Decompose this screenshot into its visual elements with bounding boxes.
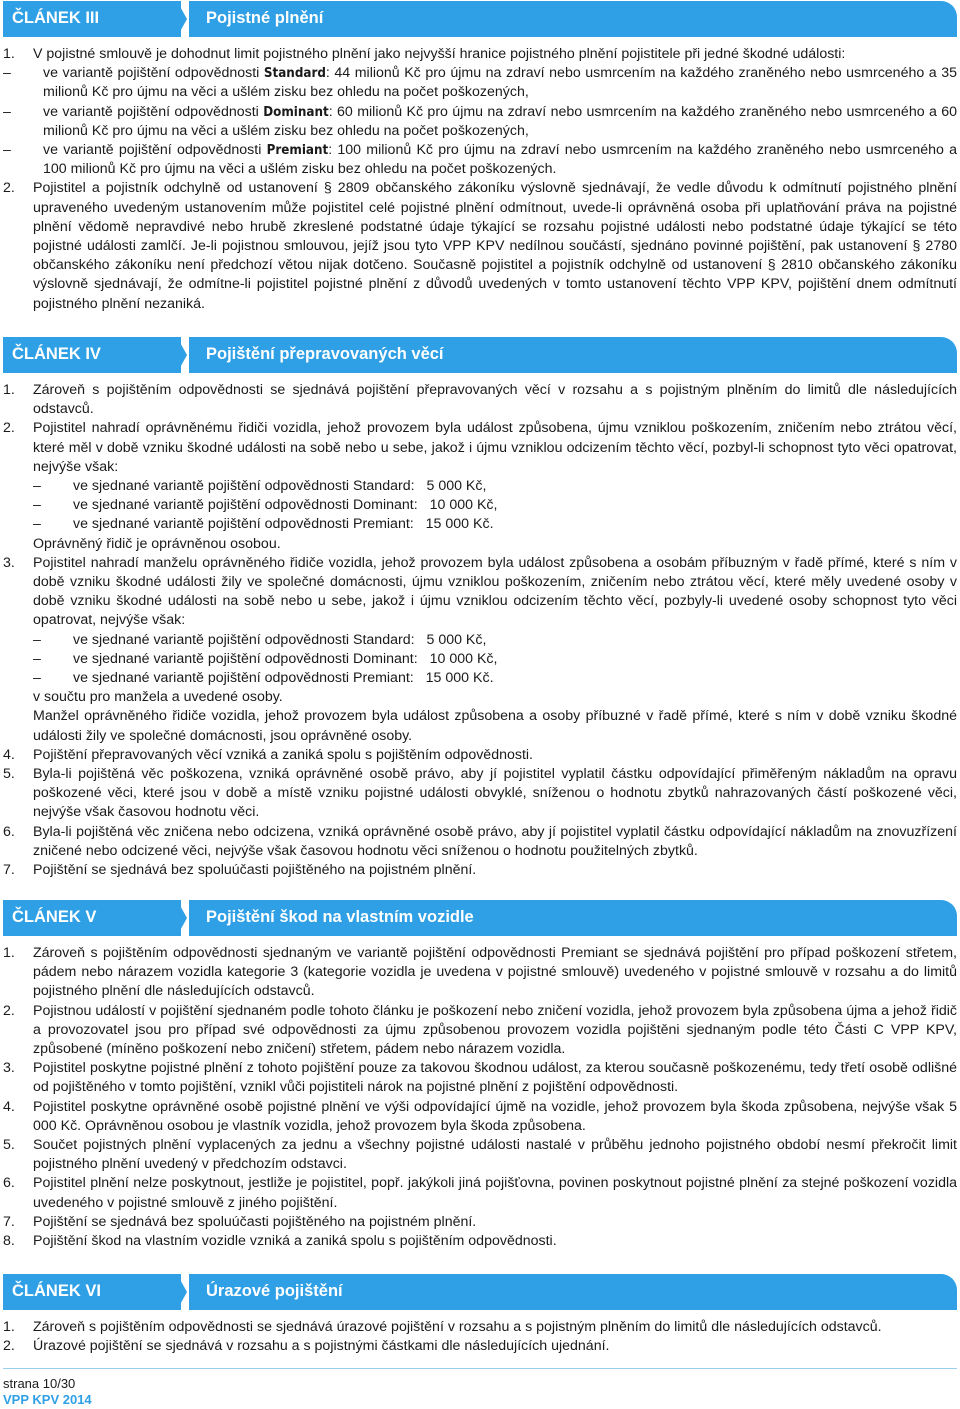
footer-divider xyxy=(3,1368,957,1369)
article-title: Úrazové pojištění xyxy=(189,1274,957,1310)
article-body xyxy=(3,45,957,314)
list-item: – ve variantě pojištění odpovědnosti Dominant: 60 milionů Kč pro újmu na zdraví nebo usmrcením na každého zraněného nebo usmrceného a 60 milionů Kč pro újmu na věci a ušlém zisku bez ohledu na počet poškozených, xyxy=(3,103,957,139)
paragraph: 7. Pojištění se sjednává bez spoluúčasti pojištěného na pojistném plnění. xyxy=(3,862,477,879)
paragraph: 3. Pojistitel nahradí manželu oprávněného řidiče vozidla, jehož provozem byla událost způsobena a osobám příbuzným v řadě přímé, které s ním v době vzniku škodné události žily ve společné domácnosti, újmu vzniklou poškozením, zničením nebo ztrátou věcí, které měly uvedené osoby v době vzniku škodné události na sobě nebo u sebe, jakož i újmu vzniklou odcizením těchto věcí, pozbyly-li uvedené osoby schopnost tyto věci opatrovat, nejvýše však: xyxy=(3,554,957,629)
document-brand: VPP KPV 2014 xyxy=(3,1392,92,1407)
article-title: Pojištění škod na vlastním vozidle xyxy=(189,900,957,936)
article-label: ČLÁNEK IV xyxy=(3,337,181,373)
article-3 xyxy=(3,1,957,314)
paragraph: 1. Zároveň s pojištěním odpovědnosti se sjednává úrazové pojištění v rozsahu a s pojistným plněním do limitů dle následujících odstavců. xyxy=(3,1319,882,1335)
article-label: ČLÁNEK V xyxy=(3,900,181,936)
article-title: Pojištění přepravovaných věcí xyxy=(189,337,957,373)
paragraph: 4. Pojištění přepravovaných věcí vzniká a zaniká spolu s pojištěním odpovědnosti. xyxy=(3,746,533,763)
list-item: – ve sjednané variantě pojištění odpovědnosti Standard: 5 000 Kč, xyxy=(33,631,487,648)
list-item: – ve sjednané variantě pojištění odpovědnosti Dominant: 10 000 Kč, xyxy=(33,497,498,514)
banner-arrow-shape xyxy=(177,1274,187,1310)
article-banner xyxy=(3,900,957,936)
paragraph: 2. Pojistnou událostí v pojištění sjednaném podle tohoto článku je poškození nebo zničení vozidla, jehož provozem byla způsobena újma a jehož řidič a provozovatel jsou pro případ své odpovědnosti za újmu způsobenou provozem vozidla pojištěni sjednaným podle této Části C VPP KPV, způsobené (míněno poškození nebo zničení) střetem, pádem nebo nárazem vozidla. xyxy=(3,1002,957,1058)
list-item: – ve variantě pojištění odpovědnosti Premiant: 100 milionů Kč pro újmu na zdraví nebo usmrcením na každého zraněného nebo usmrceného a 100 milionů Kč pro újmu na věci a ušlém zisku bez ohledu na počet poškozených. xyxy=(3,142,957,178)
paragraph: 3. Pojistitel poskytne pojistné plnění z tohoto pojištění pouze za takovou škodnou událost, za kterou současně poškozenému, tedy třetí osobě odlišné od pojištěného v tomto pojištění, vznikl vůči pojistiteli nárok na pojistné plnění z pojištění odpovědnosti. xyxy=(3,1060,957,1096)
article-body xyxy=(3,381,957,880)
list-item: – ve variantě pojištění odpovědnosti Standard: 44 milionů Kč pro újmu na zdraví nebo usmrcením na každého zraněného nebo usmrceného a 35 milionů Kč pro újmu na věci a ušlém zisku bez ohledu na počet poškozených, xyxy=(3,65,957,101)
paragraph: 6. Pojistitel plnění nelze poskytnout, jestliže je pojistitel, popř. jakýkoli jiná pojišťovna, povinen poskytnout pojistné plnění za stejné poškození vozidla uvedeného v pojistné smlouvě z jiného pojištění. xyxy=(3,1175,957,1211)
paragraph-continuation: v součtu pro manžela a uvedené osoby. xyxy=(33,689,283,706)
article-4 xyxy=(3,337,957,880)
article-5 xyxy=(3,900,957,1251)
paragraph: 6. Byla-li pojištěná věc zničena nebo odcizena, vzniká oprávněné osobě právo, aby jí pojistitel vyplatil částku odpovídající nákladům na znovuzřízení zničené nebo odcizené věci, nejvýše však časovou hodnotu věci sníženou o hodnotu použitelných zbytků. xyxy=(3,823,957,859)
paragraph: 8. Pojištění škod na vlastním vozidle vzniká a zaniká spolu s pojištěním odpovědnosti. xyxy=(3,1233,557,1250)
list-item: – ve sjednané variantě pojištění odpovědnosti Premiant: 15 000 Kč. xyxy=(33,670,494,687)
article-banner xyxy=(3,1274,957,1310)
page-number: strana 10/30 xyxy=(3,1376,76,1391)
paragraph: 2. Úrazové pojištění se sjednává v rozsahu a s pojistnými částkami dle následujících ujednání. xyxy=(3,1338,610,1355)
paragraph: 1. V pojistné smlouvě je dohodnut limit pojistného plnění jako nejvyšší hranice pojistného plnění pojistitele při jedné škodné události: xyxy=(3,46,846,62)
list-item: – ve sjednané variantě pojištění odpovědnosti Dominant: 10 000 Kč, xyxy=(33,650,498,667)
paragraph: 7. Pojištění se sjednává bez spoluúčasti pojištěného na pojistném plnění. xyxy=(3,1213,477,1230)
paragraph: 4. Pojistitel poskytne oprávněné osobě pojistné plnění ve výši odpovídající újmě na vozidle, jehož provozem byla škoda způsobena, nejvýše však 5 000 Kč. Oprávněnou osobou je vlastník vozidla, jehož provozem byla škoda způsobena. xyxy=(3,1098,957,1134)
paragraph: 1. Zároveň s pojištěním odpovědnosti sjednaným ve variantě pojištění odpovědnosti Premiant se sjednává pojištění pro případ poškození střetem, pádem nebo nárazem vozidla kategorie 3 (kategorie vozidla je uvedena v pojistné smlouvě) uvedeného v pojistné smlouvě v rozsahu a do limitů pojistného plnění dle následujících odstavců. xyxy=(3,945,957,1000)
article-banner xyxy=(3,337,957,373)
banner-arrow-shape xyxy=(177,1,187,37)
paragraph: 5. Součet pojistných plnění vyplacených za jednu a všechny pojistné události nastalé v průběhu jednoho pojistného období nesmí překročit limit pojistného plnění uvedený v předchozím odstavci. xyxy=(3,1137,957,1173)
list-item: – ve sjednané variantě pojištění odpovědnosti Premiant: 15 000 Kč. xyxy=(33,516,494,533)
article-label: ČLÁNEK III xyxy=(3,1,181,37)
paragraph-continuation: Manžel oprávněného řidiče vozidla, jehož provozem byla událost způsobena a osoby příbuzné v řadě přímé, které s ním v době vzniku škodné události žily ve společné domácnosti, jsou oprávněné osoby. xyxy=(33,708,957,744)
article-6 xyxy=(3,1274,957,1356)
article-label: ČLÁNEK VI xyxy=(3,1274,181,1310)
banner-arrow-shape xyxy=(177,900,187,936)
paragraph: 5. Byla-li pojištěná věc poškozena, vzniká oprávněné osobě právo, aby jí pojistitel vyplatil částku odpovídající přiměřeným nákladům na opravu poškozené věci, které jsou v době a místě vzniku pojistné události obvyklé, sníženou o hodnotu zbytků nahrazovaných částí poškozené věci, nejvýše však časovou hodnotu věci. xyxy=(3,766,957,821)
article-body xyxy=(3,944,957,1251)
list-item: – ve sjednané variantě pojištění odpovědnosti Standard: 5 000 Kč, xyxy=(33,478,487,495)
paragraph: 2. Pojistitel a pojistník odchylně od ustanovení § 2809 občanského zákoníku výslovně sjednávají, že vedle důvodu k odmítnutí pojistného plnění upraveného uvedeným ustanovením může pojistitel celé pojistné plnění odmítnout, uvede-li oprávněná osoba při uplatňování práva na pojistné plnění vědomě nepravdivé nebo hrubě zkreslené podstatné údaje týkající se rozsahu pojistné události nebo podstatné údaje týkající se této pojistné události zamlčí. Je-li pojistnou smlouvou, jejíž jsou tyto VPP KPV nedílnou součástí, sjednáno povinné pojištění, pak ustanovení § 2780 občanského zákoníku není předchozí větou nijak dotčeno. Současně pojistitel a pojistník odchylně od ustanovení § 2810 občanského zákoníku výslovně sjednávají, že odmítne-li pojistitel pojistné plnění z důvodů uvedených v tomto ustanovení těchto VPP KPV, pojištění dnem odmítnutí pojistného plnění nezaniká. xyxy=(3,180,957,312)
article-body xyxy=(3,1318,957,1356)
article-title: Pojistné plnění xyxy=(189,1,957,37)
article-banner xyxy=(3,1,957,37)
page-footer xyxy=(3,1376,92,1408)
paragraph-continuation: Oprávněný řidič je oprávněnou osobou. xyxy=(33,535,281,552)
banner-arrow-shape xyxy=(177,337,187,373)
paragraph: 1. Zároveň s pojištěním odpovědnosti se sjednává pojištění přepravovaných věcí v rozsahu a s pojistným plněním do limitů dle následujících odstavců. xyxy=(3,382,957,418)
paragraph: 2. Pojistitel nahradí oprávněnému řidiči vozidla, jehož provozem byla událost způsobena, újmu vzniklou poškozením, zničením nebo ztrátou věcí, které měl v době vzniku škodné události na sobě nebo u sebe, jakož i újmu vzniklou odcizením těchto věcí, pozbyl-li schopnost tyto věci opatrovat, nejvýše však: xyxy=(3,420,957,475)
